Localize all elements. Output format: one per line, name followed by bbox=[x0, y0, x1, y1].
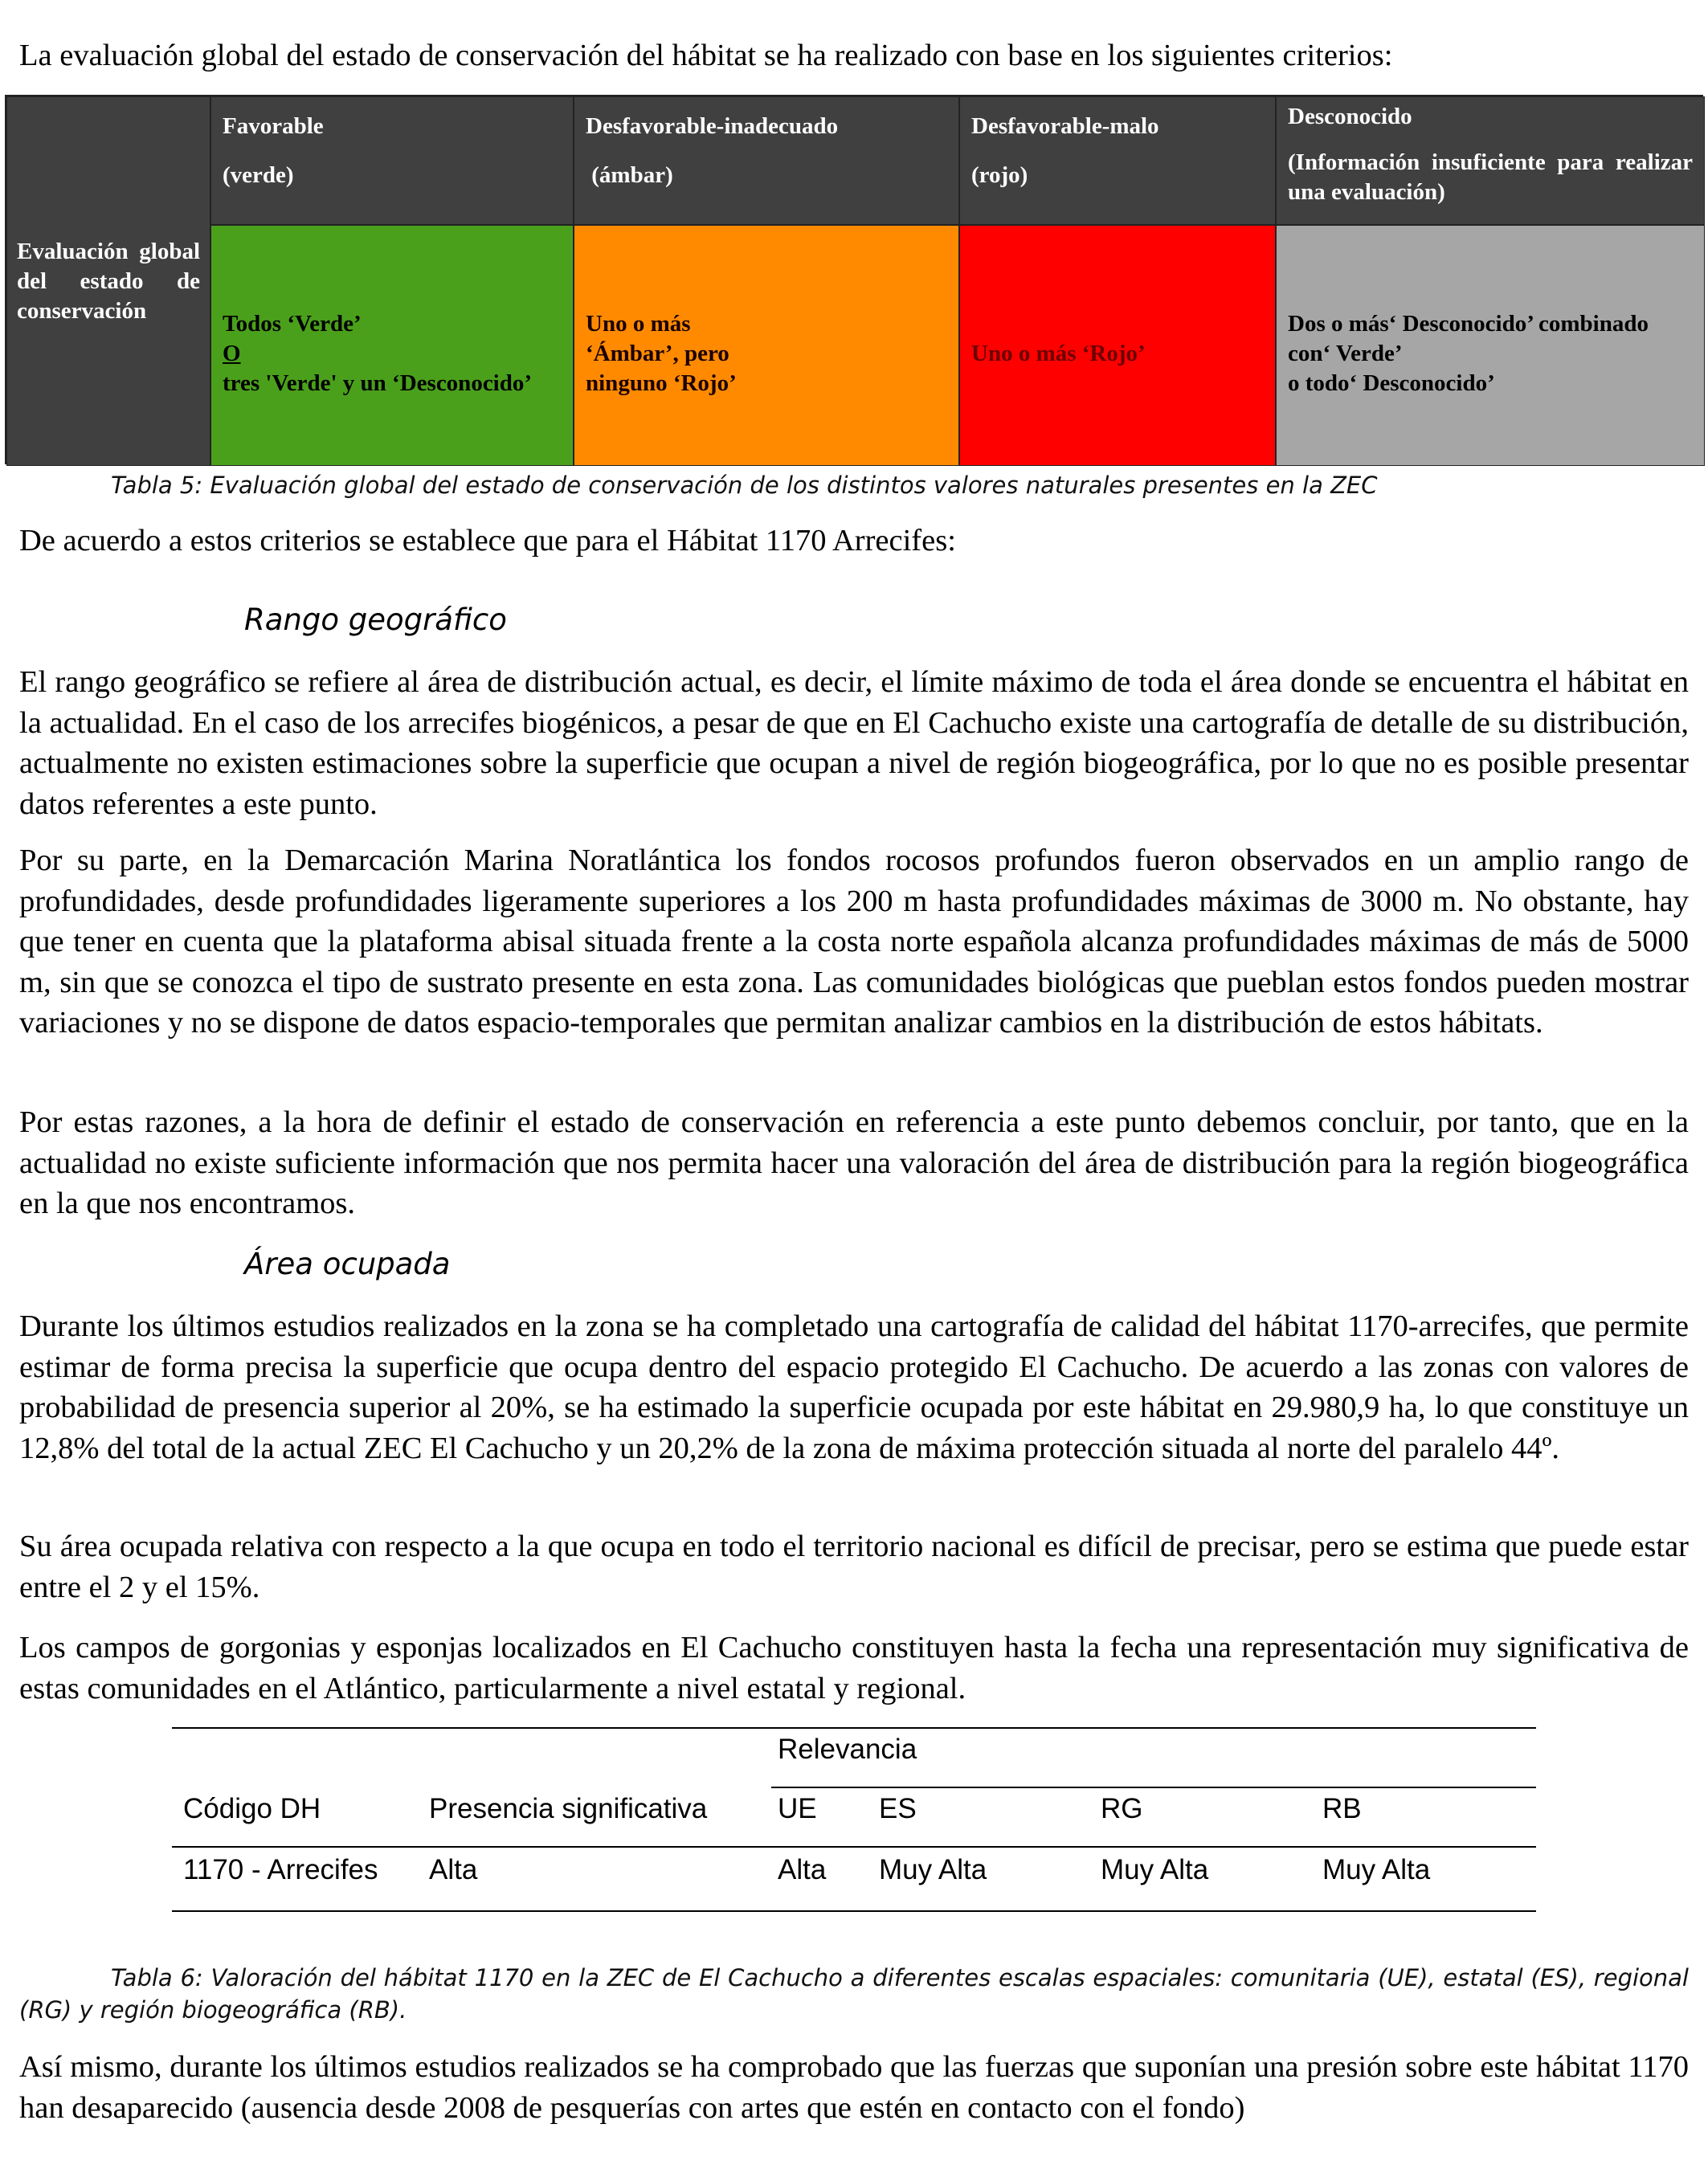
table6-cell: Muy Alta bbox=[879, 1854, 987, 1885]
paragraph: El rango geográfico se refiere al área de distribución actual, es decir, el límite máximo de toda el área donde se encuentra el hábitat en la actualidad. En el caso de los arrecifes biogénicos, a pesar de que en El Cachucho existe una cartografía de detalle de su distribución, actualmente no existen estimaciones sobre la superficie que ocupan a nivel de región biogeográfica, por lo que no es posible presentar datos referentes a este punto. bbox=[19, 665, 1689, 821]
table6-group-rule bbox=[771, 1787, 1536, 1788]
table6-header: Código DH bbox=[183, 1793, 321, 1824]
table6-cell: Muy Alta bbox=[1101, 1854, 1209, 1885]
header-title: Favorable bbox=[223, 113, 324, 139]
table6-cell: Muy Alta bbox=[1322, 1854, 1431, 1885]
header-subtitle: (Información insuficiente para realizar una evaluación) bbox=[1288, 149, 1693, 205]
table5-cell-favorable bbox=[210, 225, 574, 466]
paragraph: Por su parte, en la Demarcación Marina Noratlántica los fondos rocosos profundos fueron observados en un amplio rango de profundidades, desde profundidades ligeramente superiores a los 200 m hasta profundidades máximas de 3000 m. No obstante, hay que tener en cuenta que la plataforma abisal situada frente a la costa norte española alcanza profundidades máximas de más de 5000 m, sin que se conozca el tipo de sustrato presente en esta zona. Las comunidades biológicas que pueblan estos fondos pueden mostrar variaciones y no se dispone de datos espacio-temporales que permitan analizar cambios en la distribución de estos hábitats. bbox=[19, 843, 1689, 1040]
header-subtitle: (rojo) bbox=[971, 162, 1028, 188]
table6-caption: Tabla 6: Valoración del hábitat 1170 en la ZEC de El Cachucho a diferentes escalas espaciales: comunitaria (UE), estatal (ES), regional (RG) y región biogeográfica (RB). bbox=[19, 1964, 1689, 2024]
conservation-criteria-table bbox=[5, 95, 1703, 464]
cell-line: o todo‘ Desconocido’ bbox=[1288, 370, 1495, 396]
header-subtitle: (verde) bbox=[223, 162, 294, 188]
table6-header: RB bbox=[1322, 1793, 1362, 1824]
table5-header-malo bbox=[959, 96, 1276, 225]
cell-line: tres 'Verde' y un ‘Desconocido’ bbox=[223, 370, 533, 396]
header-title: Desconocido bbox=[1288, 104, 1412, 129]
table6-cell: Alta bbox=[778, 1854, 827, 1885]
header-title: Desfavorable-inadecuado bbox=[586, 113, 839, 139]
header-title: Desfavorable-malo bbox=[971, 113, 1159, 139]
header-subtitle: (ámbar) bbox=[586, 162, 673, 188]
table5-header-inadecuado bbox=[574, 96, 959, 225]
table6-header: RG bbox=[1101, 1793, 1143, 1824]
table5-header-desconocido bbox=[1276, 96, 1705, 225]
cell-text: Uno o más ‘Ámbar’, pero ninguno ‘Rojo’ bbox=[586, 310, 737, 396]
table6-cell: 1170 - Arrecifes bbox=[183, 1854, 378, 1885]
table5-row-header: Evaluación global del estado de conservación bbox=[6, 96, 210, 466]
final-paragraph: Así mismo, durante los últimos estudios realizados se ha comprobado que las fuerzas que suponían una presión sobre este hábitat 1170 han desaparecido (ausencia desde 2008 de pesquerías con artes que estén en contacto con el fondo) bbox=[19, 2050, 1689, 2125]
habitat-valuation-table bbox=[172, 1727, 1536, 1912]
paragraph: Por estas razones, a la hora de definir el estado de conservación en referencia a este punto debemos concluir, por tanto, que en la actualidad no existe suficiente información que nos permita hacer una valoración del área de distribución para la región biogeográfica en la que nos encontramos. bbox=[19, 1105, 1689, 1220]
table5-header-favorable bbox=[210, 96, 574, 225]
table6-header: UE bbox=[778, 1793, 817, 1824]
table6-header: ES bbox=[879, 1793, 917, 1824]
criteria-paragraph: De acuerdo a estos criterios se establece que para el Hábitat 1170 Arrecifes: bbox=[19, 524, 956, 558]
heading-area-ocupada: Área ocupada bbox=[244, 1247, 451, 1281]
table6-cell: Alta bbox=[429, 1854, 478, 1885]
cell-line: Dos o más‘ Desconocido’ combinado con‘ Verde’ bbox=[1288, 310, 1649, 366]
paragraph: Su área ocupada relativa con respecto a la que ocupa en todo el territorio nacional es difícil de precisar, pero se estima que puede estar entre el 2 y el 15%. bbox=[19, 1530, 1689, 1604]
table5-caption: Tabla 5: Evaluación global del estado de conservación de los distintos valores naturales presentes en la ZEC bbox=[111, 472, 1378, 499]
paragraph: Durante los últimos estudios realizados en la zona se ha completado una cartografía de calidad del hábitat 1170-arrecifes, que permite estimar de forma precisa la superficie que ocupa dentro del espacio protegido El Cachucho. De acuerdo a las zonas con valores de probabilidad de presencia superior al 20%, se ha estimado la superficie ocupada por este hábitat en 29.980,9 ha, lo que constituye un 12,8% del total de la actual ZEC El Cachucho y un 20,2% de la zona de máxima protección situada al norte del paralelo 44º. bbox=[19, 1309, 1689, 1465]
table6-group-header: Relevancia bbox=[778, 1734, 917, 1765]
intro-paragraph: La evaluación global del estado de conservación del hábitat se ha realizado con base en los siguientes criterios: bbox=[19, 39, 1393, 72]
paragraph: Los campos de gorgonias y esponjas localizados en El Cachucho constituyen hasta la fecha una representación muy significativa de estas comunidades en el Atlántico, particularmente a nivel estatal y regional. bbox=[19, 1631, 1689, 1705]
table6-header-rule bbox=[172, 1846, 1536, 1848]
heading-rango-geografico: Rango geográfico bbox=[244, 602, 507, 637]
table5-cell-desconocido bbox=[1276, 225, 1705, 466]
table5-cell-inadecuado bbox=[574, 225, 959, 466]
cell-line: Todos ‘Verde’ bbox=[223, 310, 362, 337]
table6-header: Presencia significativa bbox=[429, 1793, 708, 1824]
cell-line: O bbox=[223, 340, 241, 366]
table5-cell-malo bbox=[959, 225, 1276, 466]
cell-text: Uno o más ‘Rojo’ bbox=[971, 340, 1146, 366]
